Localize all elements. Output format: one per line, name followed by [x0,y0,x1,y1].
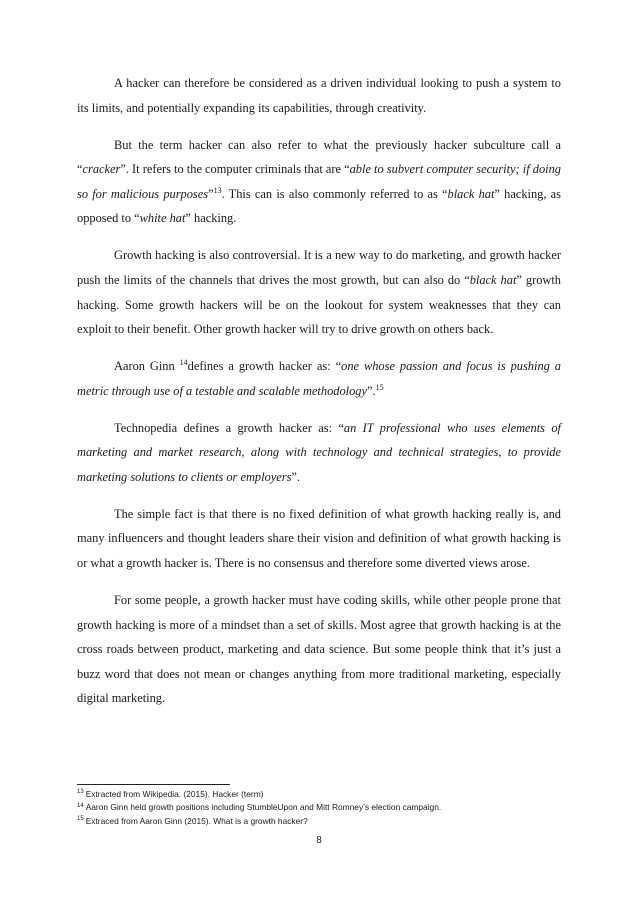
footnote-13: $^{13}$ Extracted from Wikipedia. (2015). Hacker (term) [77,789,264,799]
paragraph-2: But the term hacker can also refer to what the previously hacker subculture call a “cracker”. It refers to the computer criminals that are “able to subvert computer security; if doing so for malicious purposes”$^{13}$. This can is also commonly referred to as “black hat” hacking, as opposed to “white hat” hacking. [77,137,562,226]
footnote-ref-14: 14 [179,357,188,367]
page-number: 8 [316,835,322,846]
paragraph-7: For some people, a growth hacker must have coding skills, while other people prone that growth hacking is more of a mindset than a set of skills. Most agree that growth hacking is at the cross roads between product, marketing and data science. But some people think that it’s just a buzz word that does not mean or changes anything from more traditional marketing, especially digital marketing. [77,593,561,706]
footnotes [77,788,561,828]
paragraph-4: Aaron Ginn $^{14}$defines a growth hacker as: “one whose passion and focus is pushing a metric through use of a testable and scalable methodology”.$^{15}$ [77,357,561,398]
paragraph-1: A hacker can therefore be considered as a driven individual looking to push a system to its limits, and potentially expanding its capabilities, through creativity. [77,76,561,115]
paragraph-5: Technopedia defines a growth hacker as: “an IT professional who uses elements of marketing and market research, along with technology and technical strategies, to provide marketing solutions to clients or employers”. [77,420,561,484]
footnote-ref-15: 15 [375,382,384,392]
footnote-15: $^{15}$ Extraced from Aaron Ginn (2015). What is a growth hacker? [77,815,308,826]
paragraph-6: The simple fact is that there is no fixed definition of what growth hacking really is, and many influencers and thought leaders share their vision and definition of what growth hacking is or what a growth hacker is. There is no consensus and therefore some diverted views arose. [77,506,561,571]
body-text [77,71,561,711]
footnote-14: $^{14}$ Aaron Ginn held growth positions including StumbleUpon and Mitt Romney’s election campaign. [77,802,442,813]
footnote-ref-13: 13 [213,185,222,195]
footnote-divider [77,784,230,785]
paragraph-3: Growth hacking is also controversial. It is a new way to do marketing, and growth hacker push the limits of the channels that drives the most growth, but can also do “black hat” growth hacking. Some growth hackers will be on the lookout for system weaknesses that they can exploit to their benefit. Other growth hacker will try to drive growth on others back. [77,248,561,337]
